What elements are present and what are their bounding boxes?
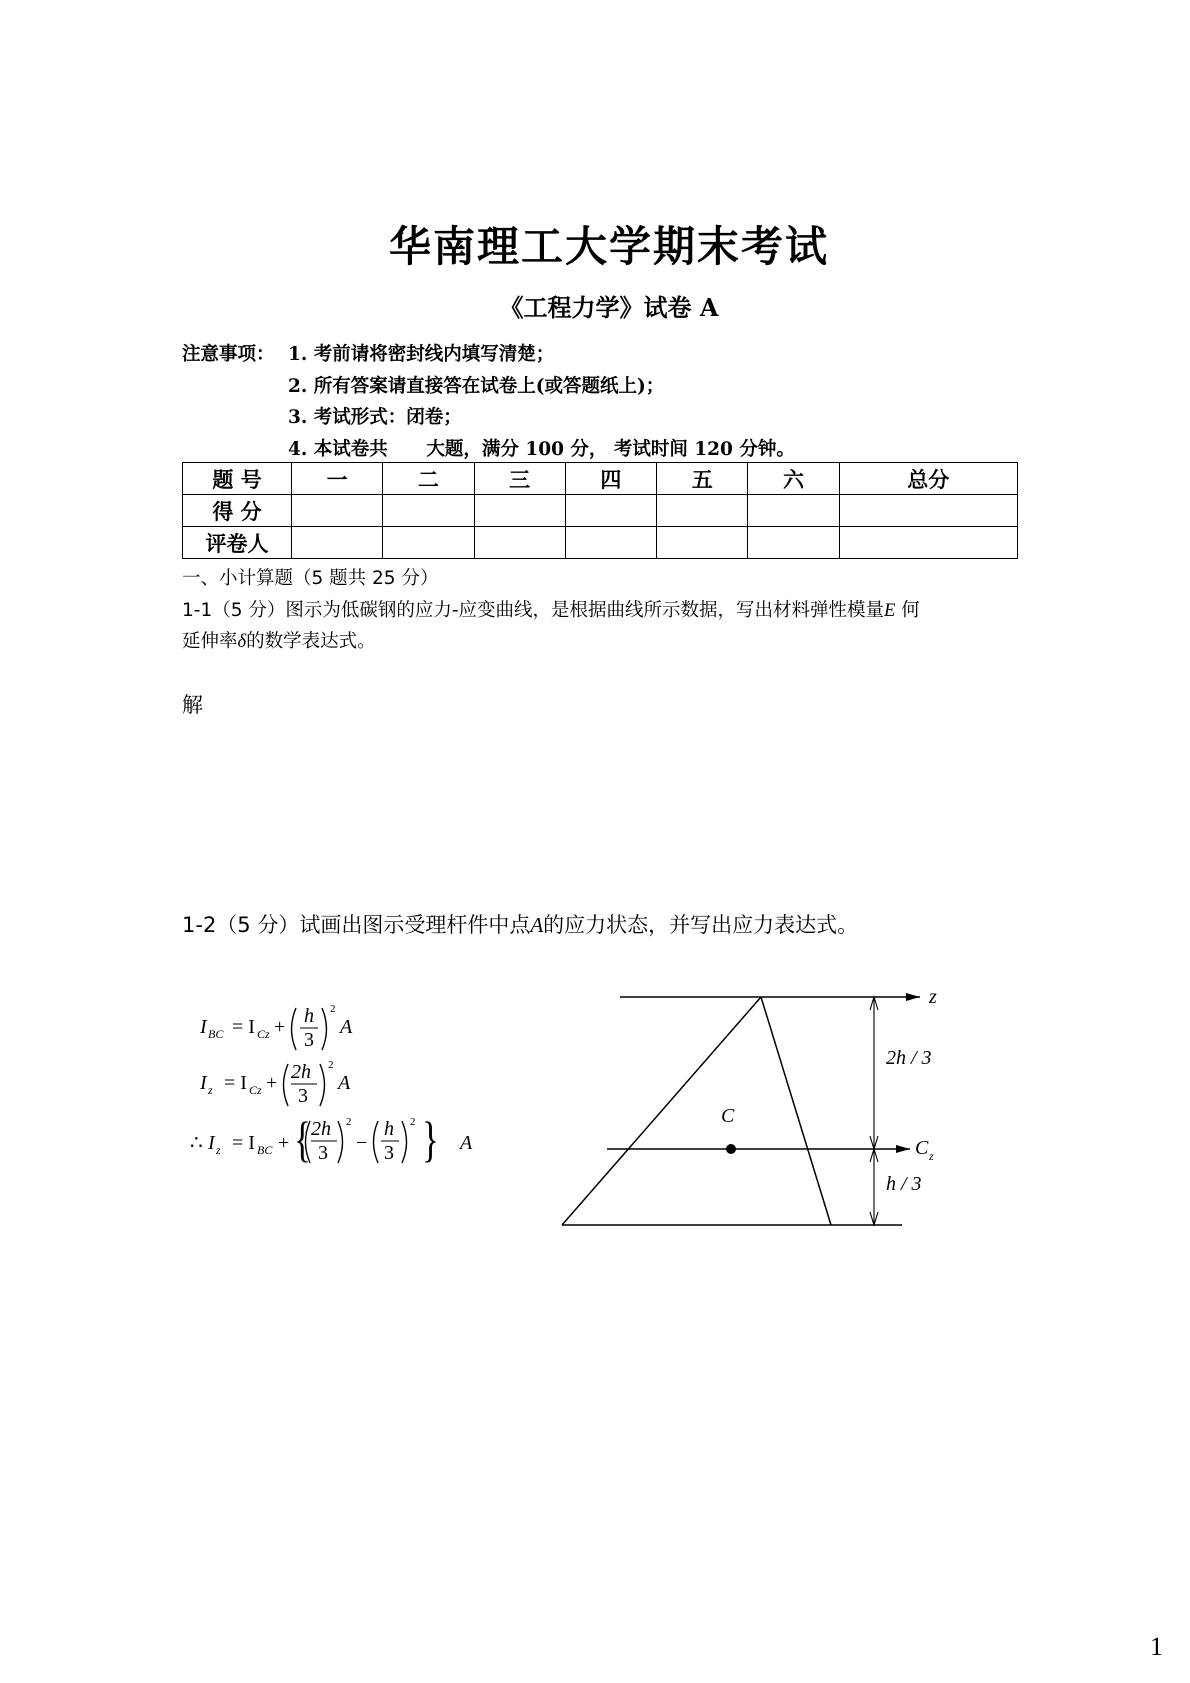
formula-3-lbrace: {	[294, 1113, 311, 1168]
formula-3-den1: 3	[318, 1142, 328, 1164]
formula-2-den: 3	[298, 1085, 308, 1107]
formula-2-lhs-sub: z	[208, 1083, 213, 1097]
formula-1-eq-sub: Cz	[257, 1027, 270, 1041]
formula-3-lhs-sub: z	[216, 1143, 221, 1157]
formula-3-num2: h	[384, 1118, 394, 1140]
table-header-cell: 四	[565, 463, 656, 495]
note-item: 4. 本试卷共 大题，满分 100 分， 考试时间 120 分钟。	[288, 439, 795, 460]
cz-axis-label: C	[915, 1137, 929, 1159]
formula-3-therefore: ∴	[190, 1132, 203, 1154]
cz-axis-sub: z	[929, 1149, 934, 1163]
formula-3-eq-sub: BC	[257, 1143, 273, 1157]
formula-2-lhs: I	[200, 1072, 207, 1094]
row-label: 评卷人	[183, 527, 292, 559]
question-1-2	[182, 909, 858, 939]
formula-3-tail: A	[460, 1132, 473, 1154]
note-item: 1. 考前请将密封线内填写清楚；	[288, 344, 555, 365]
row-label: 得 分	[183, 495, 292, 527]
answer-label: 解	[182, 693, 203, 717]
variable-e: E	[884, 601, 896, 621]
table-header-cell: 三	[474, 463, 565, 495]
formula-1-plus: +	[274, 1016, 286, 1038]
question-1-1-line1	[182, 596, 920, 622]
question-text: 的数学表达式。	[246, 631, 376, 652]
formula-3-den2: 3	[384, 1142, 394, 1164]
formula-1-tail: A	[340, 1016, 353, 1038]
formula-2-eq: = I	[224, 1072, 247, 1094]
question-text: 的应力状态，并写出应力表达式。	[543, 913, 859, 937]
grader-cell[interactable]	[748, 527, 839, 559]
grader-cell[interactable]	[565, 527, 656, 559]
table-header-row	[183, 463, 1018, 495]
grader-cell[interactable]	[292, 527, 383, 559]
note-item: 3. 考试形式：闭卷；	[288, 407, 462, 428]
score-cell[interactable]	[383, 495, 474, 527]
formula-3-lhs: I	[208, 1132, 215, 1154]
notes-label: 注意事项：	[182, 344, 275, 365]
dim-top-label: 2h / 3	[886, 1047, 932, 1069]
formula-2-plus: +	[266, 1072, 278, 1094]
score-cell[interactable]	[657, 495, 748, 527]
score-cell[interactable]	[748, 495, 839, 527]
table-header-cell: 题 号	[183, 463, 292, 495]
formula-1-pow: 2	[330, 1003, 336, 1015]
table-header-cell: 总分	[839, 463, 1017, 495]
table-header-cell: 一	[292, 463, 383, 495]
score-cell[interactable]	[292, 495, 383, 527]
table-row	[183, 495, 1018, 527]
question-text: 延伸率	[182, 631, 238, 652]
variable-delta: δ	[237, 632, 247, 652]
centroid-point	[726, 1144, 736, 1154]
triangle-edges	[562, 997, 831, 1225]
formula-3-pow1: 2	[346, 1116, 352, 1128]
grader-cell[interactable]	[383, 527, 474, 559]
score-cell[interactable]	[839, 495, 1017, 527]
section-heading: 一、小计算题（5 题共 25 分）	[182, 568, 439, 589]
grader-cell[interactable]	[657, 527, 748, 559]
formula-3-rbrace: }	[422, 1113, 439, 1168]
formula-3-minus: −	[356, 1132, 368, 1154]
question-text: 1-1（5 分）图示为低碳钢的应力-应变曲线，是根据曲线所示数据，写出材料弹性模量	[182, 600, 885, 621]
exam-subtitle: 《工程力学》试卷 A	[499, 293, 719, 322]
grader-cell[interactable]	[474, 527, 565, 559]
formulas	[190, 990, 490, 1190]
question-text: 何	[895, 600, 920, 621]
formula-3-eq: = I	[232, 1132, 255, 1154]
table-header-cell: 二	[383, 463, 474, 495]
formula-1-lhs: I	[200, 1016, 207, 1038]
score-cell[interactable]	[474, 495, 565, 527]
dim-bottom-label: h / 3	[886, 1173, 922, 1195]
formula-2-tail: A	[338, 1072, 351, 1094]
formula-1-den: 3	[304, 1029, 314, 1051]
formula-3-pow2: 2	[410, 1116, 416, 1128]
formula-1-num: h	[304, 1005, 314, 1027]
score-table	[182, 462, 1018, 559]
grader-cell[interactable]	[839, 527, 1017, 559]
table-header-cell: 六	[748, 463, 839, 495]
page-title: 华南理工大学期末考试	[388, 222, 829, 271]
formula-2-num: 2h	[291, 1061, 311, 1083]
page-number: 1	[1150, 1632, 1163, 1661]
dimension-arrows	[870, 997, 878, 1225]
note-item: 2. 所有答案请直接答在试卷上(或答题纸上)；	[288, 376, 665, 397]
variable-a: A	[530, 913, 544, 937]
table-header-cell: 五	[657, 463, 748, 495]
question-1-1-line2	[182, 627, 376, 653]
z-axis-label: z	[929, 986, 937, 1008]
question-text: 1-2（5 分）试画出图示受理杆件中点	[182, 913, 531, 937]
centroid-label: C	[721, 1105, 735, 1127]
table-row	[183, 527, 1018, 559]
formula-1-lhs-sub: BC	[208, 1027, 224, 1041]
formula-3-plus: +	[278, 1132, 290, 1154]
score-cell[interactable]	[565, 495, 656, 527]
formula-2-eq-sub: Cz	[249, 1083, 262, 1097]
formula-1-eq: = I	[232, 1016, 255, 1038]
formula-3-num1: 2h	[311, 1118, 331, 1140]
formula-2-pow: 2	[328, 1059, 334, 1071]
